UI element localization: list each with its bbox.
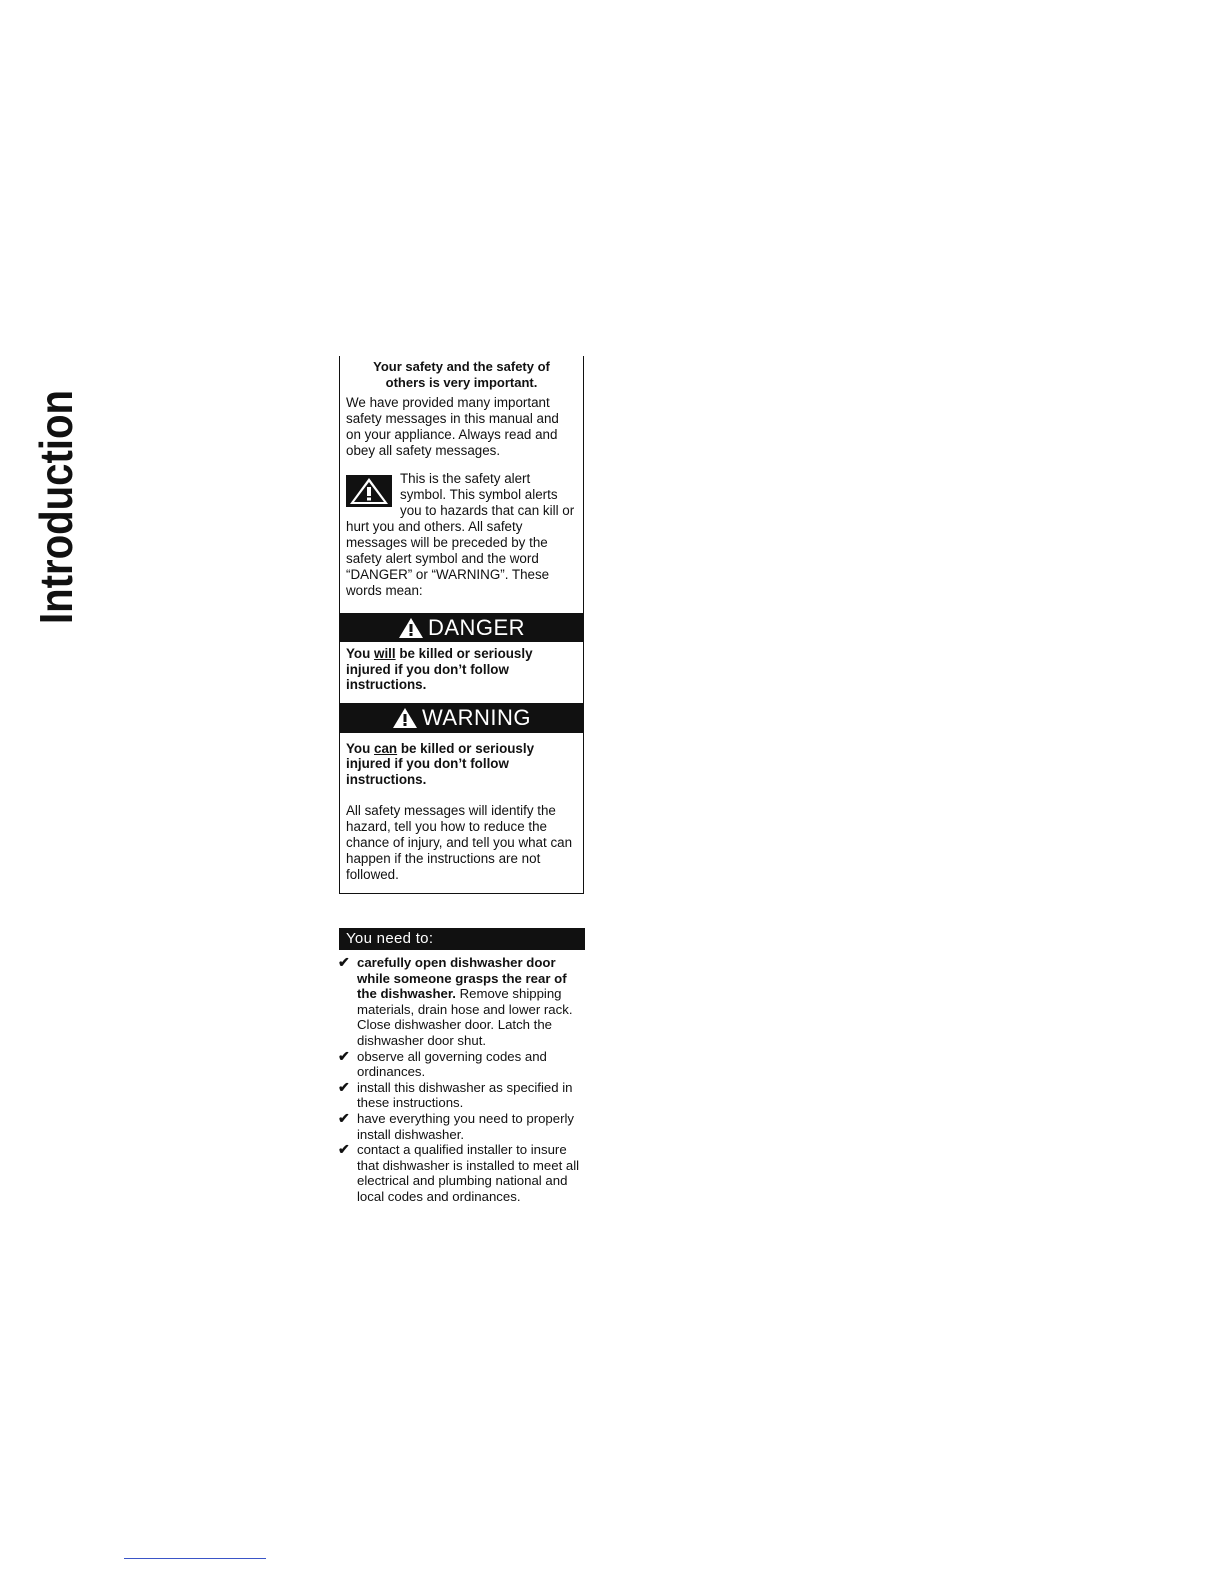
danger-alert-icon [398, 617, 424, 639]
checklist-item [338, 1142, 588, 1204]
checklist-item-text: contact a qualified installer to insure that dishwasher is installed to meet all electrical and plumbing national and local codes and ordinances. [357, 1142, 580, 1204]
checklist-item-text: Remove shipping materials, drain hose and lower rack. Close dishwasher door. Latch the dishwasher door shut. [357, 986, 573, 1048]
checkmark-icon: ✔ [338, 954, 350, 970]
safety-title: Your safety and the safety of others is very important. [373, 359, 550, 390]
danger-signal-band: DANGER [340, 613, 583, 642]
checklist-item [338, 955, 588, 1049]
checklist-item-text: have everything you need to properly install dishwasher. [357, 1110, 575, 1142]
safety-intro: We have provided many important safety messages in this manual and on your appliance. Always read and obey all safety messages. [346, 395, 559, 458]
checklist-item-text: observe all governing codes and ordinances. [357, 1048, 547, 1080]
checkmark-icon: ✔ [338, 1141, 350, 1158]
safety-alert-icon [346, 475, 392, 507]
checklist-item [338, 1049, 588, 1080]
you-need-to-header: You need to: [339, 928, 585, 950]
safety-information-box [339, 356, 584, 894]
checkmark-icon: ✔ [338, 1109, 350, 1126]
you-need-to-list [338, 955, 588, 1205]
safety-alert-paragraph: This is the safety alert symbol. This symbol alerts you to hazards that can kill or hurt you and others. All safety messages will be preceded by the safety alert symbol and the word “DANGER” or “WARNING”. These words mean: [346, 471, 575, 598]
section-tab-introduction [30, 388, 78, 628]
svg-text:Introduction: Introduction [30, 388, 78, 624]
checkmark-icon: ✔ [338, 1078, 350, 1095]
checklist-item [338, 1111, 588, 1142]
footer-rule [124, 1558, 266, 1559]
danger-description: You will be killed or seriously injured if you don’t follow instructions. [340, 646, 583, 704]
checklist-item [338, 1080, 588, 1111]
warning-alert-icon [392, 707, 418, 729]
safety-closing: All safety messages will identify the hazard, tell you how to reduce the chance of injury, and tell you what can happen if the instructions are not followed. [346, 803, 573, 882]
checklist-item-emphasis: carefully open dishwasher door while someone grasps the rear of the dishwasher. [357, 955, 567, 1002]
warning-signal-band: WARNING [340, 704, 583, 733]
checkmark-icon: ✔ [338, 1047, 350, 1064]
checklist-item-text: install this dishwasher as specified in these instructions. [357, 1079, 573, 1111]
warning-description: You can be killed or seriously injured if you don’t follow instructions. [346, 740, 535, 787]
section-tab-label [30, 388, 78, 628]
